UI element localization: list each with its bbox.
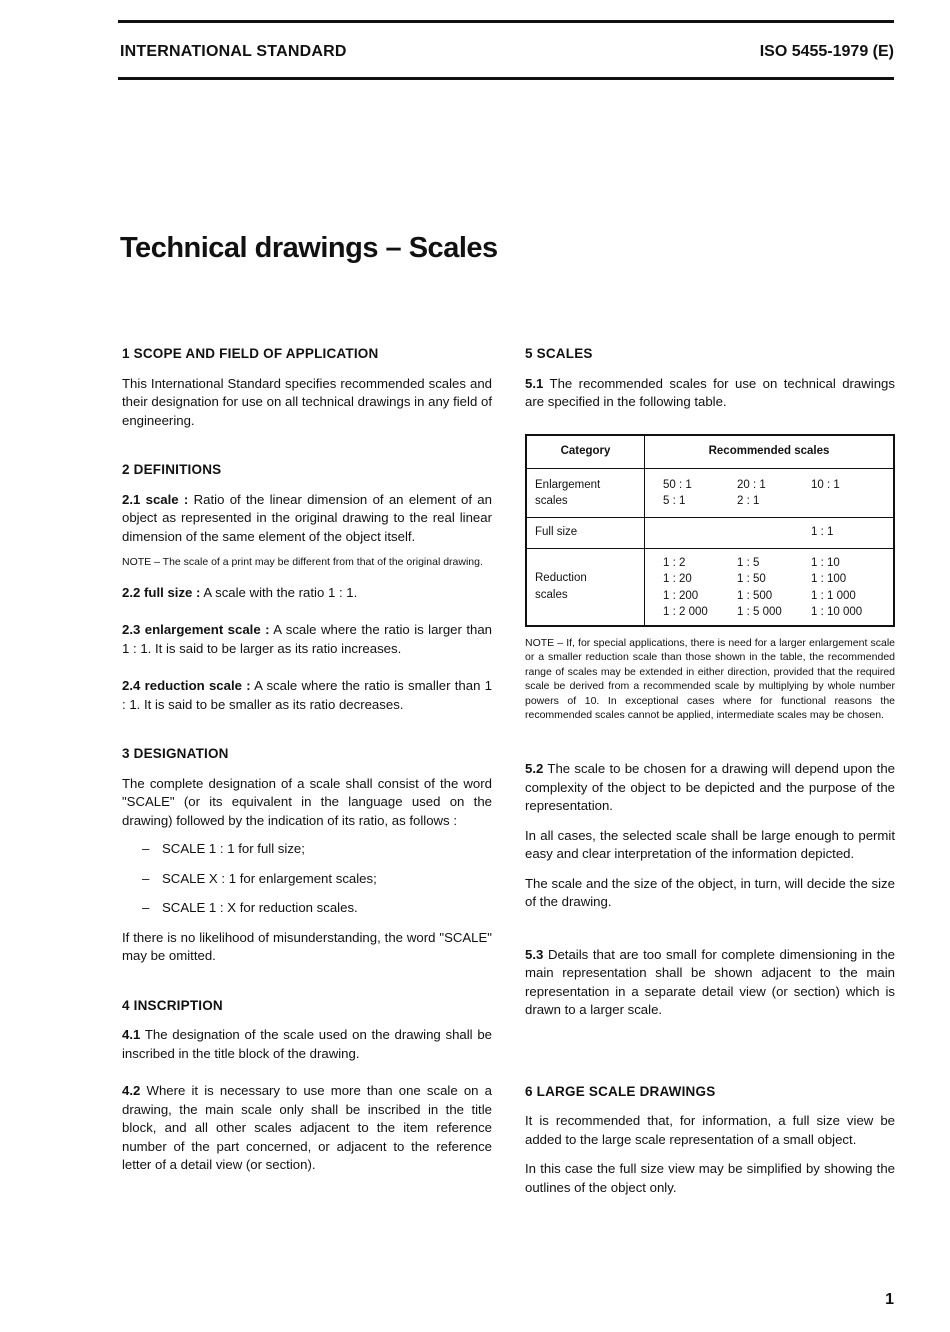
table-cell: 1 : 500 — [737, 589, 773, 602]
section-5-heading: 5 SCALES — [525, 346, 593, 361]
definition-2-4: 2.4 reduction scale : A scale where the ratio is smaller than 1 : 1. It is said to be smaller as its ratio decreases. — [122, 678, 492, 712]
header-standard-label: INTERNATIONAL STANDARD — [120, 43, 347, 60]
table-cell: 1 : 1 000 — [811, 589, 856, 602]
table-cell: 20 : 1 — [737, 478, 766, 491]
table-cell: 1 : 10 000 — [811, 606, 863, 618]
definition-2-3: 2.3 enlargement scale : A scale where the ratio is larger than 1 : 1. It is said to be larger as its ratio increases. — [122, 622, 492, 656]
section-3-heading: 3 DESIGNATION — [122, 746, 229, 762]
full-size-value — [645, 517, 895, 548]
designation-item: – SCALE 1 : X for reduction scales. — [142, 900, 358, 916]
recommended-scales-table — [525, 434, 895, 627]
table-cell: 1 : 20 — [663, 573, 692, 585]
table-cell: 1 : 1 — [811, 526, 834, 539]
section-6-paragraph-1: It is recommended that, for information, a full size view be added to the large scale representation of a small object. — [525, 1113, 895, 1147]
row-label-reduction: Reduction scales — [526, 548, 645, 626]
table-cell: 1 : 10 — [811, 556, 840, 569]
table-row-full-size — [526, 517, 894, 548]
definition-2-2: 2.2 full size : A scale with the ratio 1 : 1. — [122, 584, 358, 600]
definition-2-1: 2.1 scale : Ratio of the linear dimension of an element of an object as represented in the original drawing to the real linear dimension of the same element of the object itself. — [122, 491, 492, 544]
section-4-heading: 4 INSCRIPTION — [122, 997, 223, 1013]
right-column — [525, 345, 895, 1197]
header-document-id: ISO 5455-1979 (E) — [759, 43, 894, 60]
section-6-paragraph-2: In this case the full size view may be simplified by showing the outlines of the object only. — [525, 1161, 895, 1195]
header-rule-bottom — [118, 77, 894, 80]
column-header-recommended-scales: Recommended scales — [645, 435, 895, 469]
section-1-heading: 1 SCOPE AND FIELD OF APPLICATION — [122, 346, 379, 361]
row-label-enlargement: Enlargement scales — [526, 468, 645, 517]
clause-5-2: 5.2 The scale to be chosen for a drawing will depend upon the complexity of the object to be depicted and the purpose of the representation. — [525, 761, 895, 814]
clause-5-2-paragraph-3: The scale and the size of the object, in turn, will decide the size of the drawing. — [525, 875, 895, 910]
table-cell: 1 : 50 — [737, 573, 766, 585]
clause-5-1: 5.1 The recommended scales for use on technical drawings are specified in the following table. — [525, 375, 895, 409]
enlargement-values — [645, 468, 895, 517]
table-cell: 5 : 1 — [663, 494, 686, 507]
section-2-heading: 2 DEFINITIONS — [122, 462, 222, 477]
clause-4-1: 4.1 The designation of the scale used on the drawing shall be inscribed in the title block of the drawing. — [122, 1027, 492, 1061]
column-header-category: Category — [526, 435, 645, 469]
clause-5-2-paragraph-2: In all cases, the selected scale shall be large enough to permit easy and clear interpretation of the information depicted. — [525, 827, 895, 862]
table-row-enlargement — [526, 468, 894, 517]
definition-note: NOTE – The scale of a print may be different from that of the original drawing. — [122, 556, 483, 568]
row-label-full-size: Full size — [526, 517, 645, 548]
header-rule-top — [118, 20, 894, 23]
table-cell: 2 : 1 — [737, 494, 760, 507]
table-cell: 1 : 2 — [663, 556, 686, 569]
table-row-reduction — [526, 548, 894, 626]
section-6-heading: 6 LARGE SCALE DRAWINGS — [525, 1083, 716, 1099]
table-cell: 1 : 5 000 — [737, 606, 782, 618]
left-column — [122, 345, 492, 1175]
table-cell: 10 : 1 — [811, 478, 840, 491]
table-cell: 50 : 1 — [663, 478, 692, 491]
table-header-row — [526, 435, 894, 469]
designation-item: – SCALE X : 1 for enlargement scales; — [142, 870, 377, 886]
clause-4-2: 4.2 Where it is necessary to use more than one scale on a drawing, the main scale only shall be inscribed in the title block, and all other scales adjacent to the item reference number of the part concerned, or adjacent to the reference letter of a detail view (or section). — [122, 1083, 492, 1173]
table-cell: 1 : 2 000 — [663, 606, 708, 618]
table-cell: 1 : 5 — [737, 556, 760, 569]
table-cell — [811, 493, 885, 509]
reduction-values — [645, 548, 895, 626]
table-cell: 1 : 100 — [811, 573, 847, 585]
section-1-paragraph: This International Standard specifies recommended scales and their designation for use on all technical drawings in any field of engineering. — [122, 375, 492, 428]
table-note: NOTE – If, for special applications, there is need for a larger enlargement scale or a smaller reduction scale than those shown in the table, the recommended range of scales may be extended in either direction, provided that the required scale be derived from a recommended scale by multiplying by whole number powers of 10. In exceptional cases where for functional reasons the recommended scales cannot be applied, intermediate scales may be chosen. — [525, 636, 895, 722]
page-number: 1 — [885, 1291, 894, 1308]
section-3-paragraph-1: The complete designation of a scale shall consist of the word "SCALE" (or its equivalent in the language used on the drawing) followed by the indication of its ratio, as follows : — [122, 775, 492, 828]
designation-item: – SCALE 1 : 1 for full size; — [142, 841, 305, 857]
clause-5-3: 5.3 Details that are too small for complete dimensioning in the main representation shall be shown adjacent to the main representation in a separate detail view (or section) which is drawn to a larger scale. — [525, 946, 895, 1018]
section-3-paragraph-2: If there is no likelihood of misunderstanding, the word "SCALE" may be omitted. — [122, 929, 492, 964]
table-cell: 1 : 200 — [663, 589, 699, 602]
page-title: Technical drawings – Scales — [120, 232, 498, 264]
